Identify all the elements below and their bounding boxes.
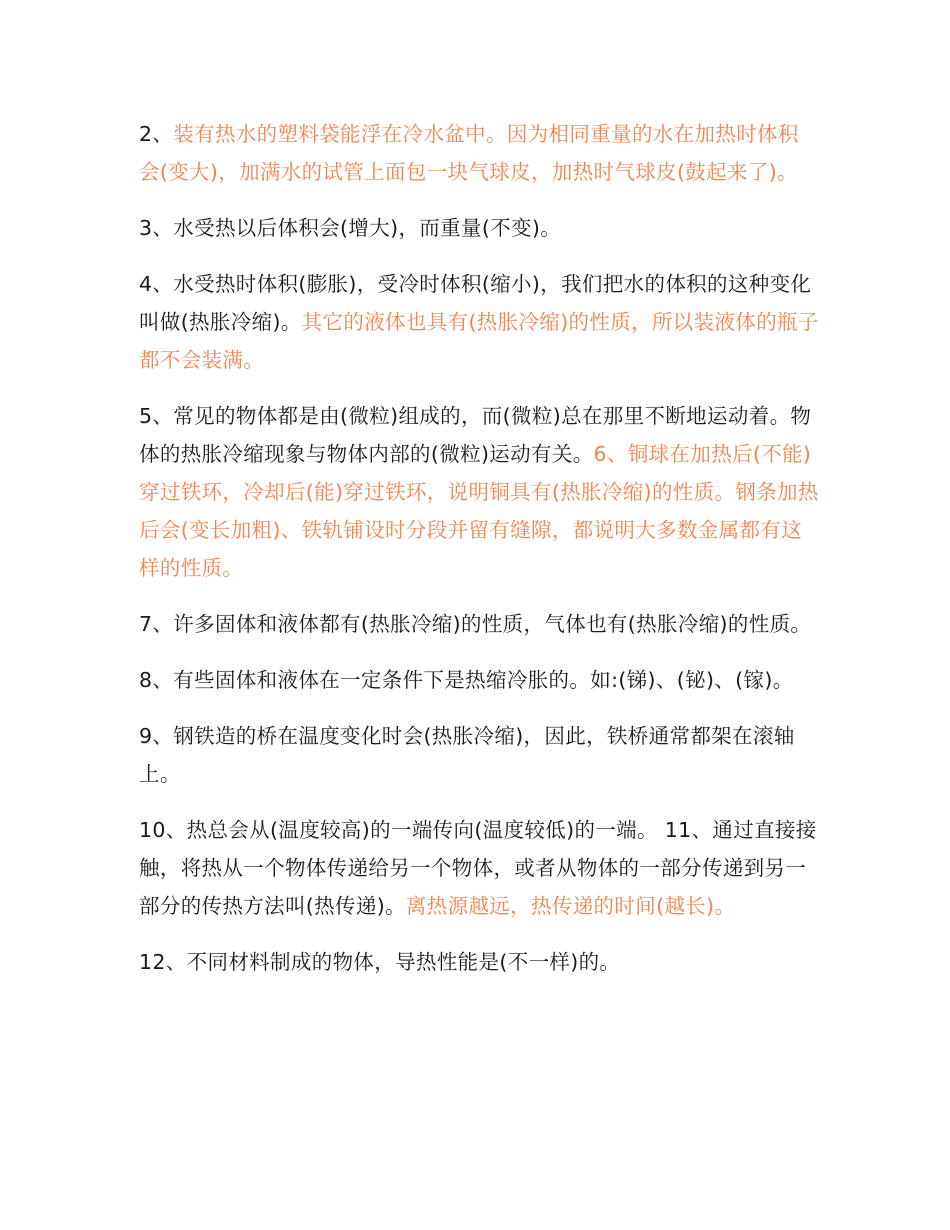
paragraph-5-6 xyxy=(139,397,819,587)
paragraph-3 xyxy=(139,209,819,247)
paragraph-12 xyxy=(139,943,819,981)
paragraph-text: 7、许多固体和液体都有(热胀冷缩)的性质，气体也有(热胀冷缩)的性质。 xyxy=(139,612,812,636)
highlighted-text: 离热源越远，热传递的时间(越长)。 xyxy=(405,894,736,918)
paragraph-text: 9、钢铁造的桥在温度变化时会(热胀冷缩)，因此，铁桥通常都架在滚轴上。 xyxy=(139,724,795,786)
highlighted-text: 其它的液体也具有(热胀冷缩)的性质，所以装液体的瓶子都不会装满。 xyxy=(139,310,819,372)
highlighted-text: 装有热水的塑料袋能浮在冷水盆中。因为相同重量的水在加热时体积会(变大)，加满水的试管上面包一块气球皮，加热时气球皮(鼓起来了)。 xyxy=(139,122,799,184)
paragraph-text: 12、不同材料制成的物体，导热性能是(不一样)的。 xyxy=(139,950,621,974)
paragraph-8 xyxy=(139,661,819,699)
paragraph-text: 10、热总会从(温度较高)的一端传向(温度较低)的一端。 11、通过直接接触，将热从一个物体传递给另一个物体，或者从物体的一部分传递到另一部分的传热方法叫(热传递)。 xyxy=(139,818,817,918)
document-page xyxy=(139,115,819,999)
item-number-2: 2、 xyxy=(139,122,174,146)
paragraph-7 xyxy=(139,605,819,643)
paragraph-4 xyxy=(139,265,819,379)
paragraph-text: 5、常见的物体都是由(微粒)组成的，而(微粒)总在那里不断地运动着。物体的热胀冷缩现象与物体内部的(微粒)运动有关。 xyxy=(139,404,812,466)
paragraph-10-11 xyxy=(139,811,819,925)
paragraph-2 xyxy=(139,115,819,191)
highlighted-text: 6、铜球在加热后(不能)穿过铁环，冷却后(能)穿过铁环，说明铜具有(热胀冷缩)的性质。钢条加热后会(变长加粗)、铁轨铺设时分段并留有缝隙，都说明大多数金属都有这样的性质。 xyxy=(139,442,819,580)
paragraph-text: 3、水受热以后体积会(增大)，而重量(不变)。 xyxy=(139,216,562,240)
paragraph-9 xyxy=(139,717,819,793)
paragraph-text: 4、水受热时体积(膨胀)，受冷时体积(缩小)，我们把水的体积的这种变化叫做(热胀冷缩)。 xyxy=(139,272,812,334)
paragraph-text: 8、有些固体和液体在一定条件下是热缩冷胀的。如:(锑)、(铋)、(镓)。 xyxy=(139,668,794,692)
